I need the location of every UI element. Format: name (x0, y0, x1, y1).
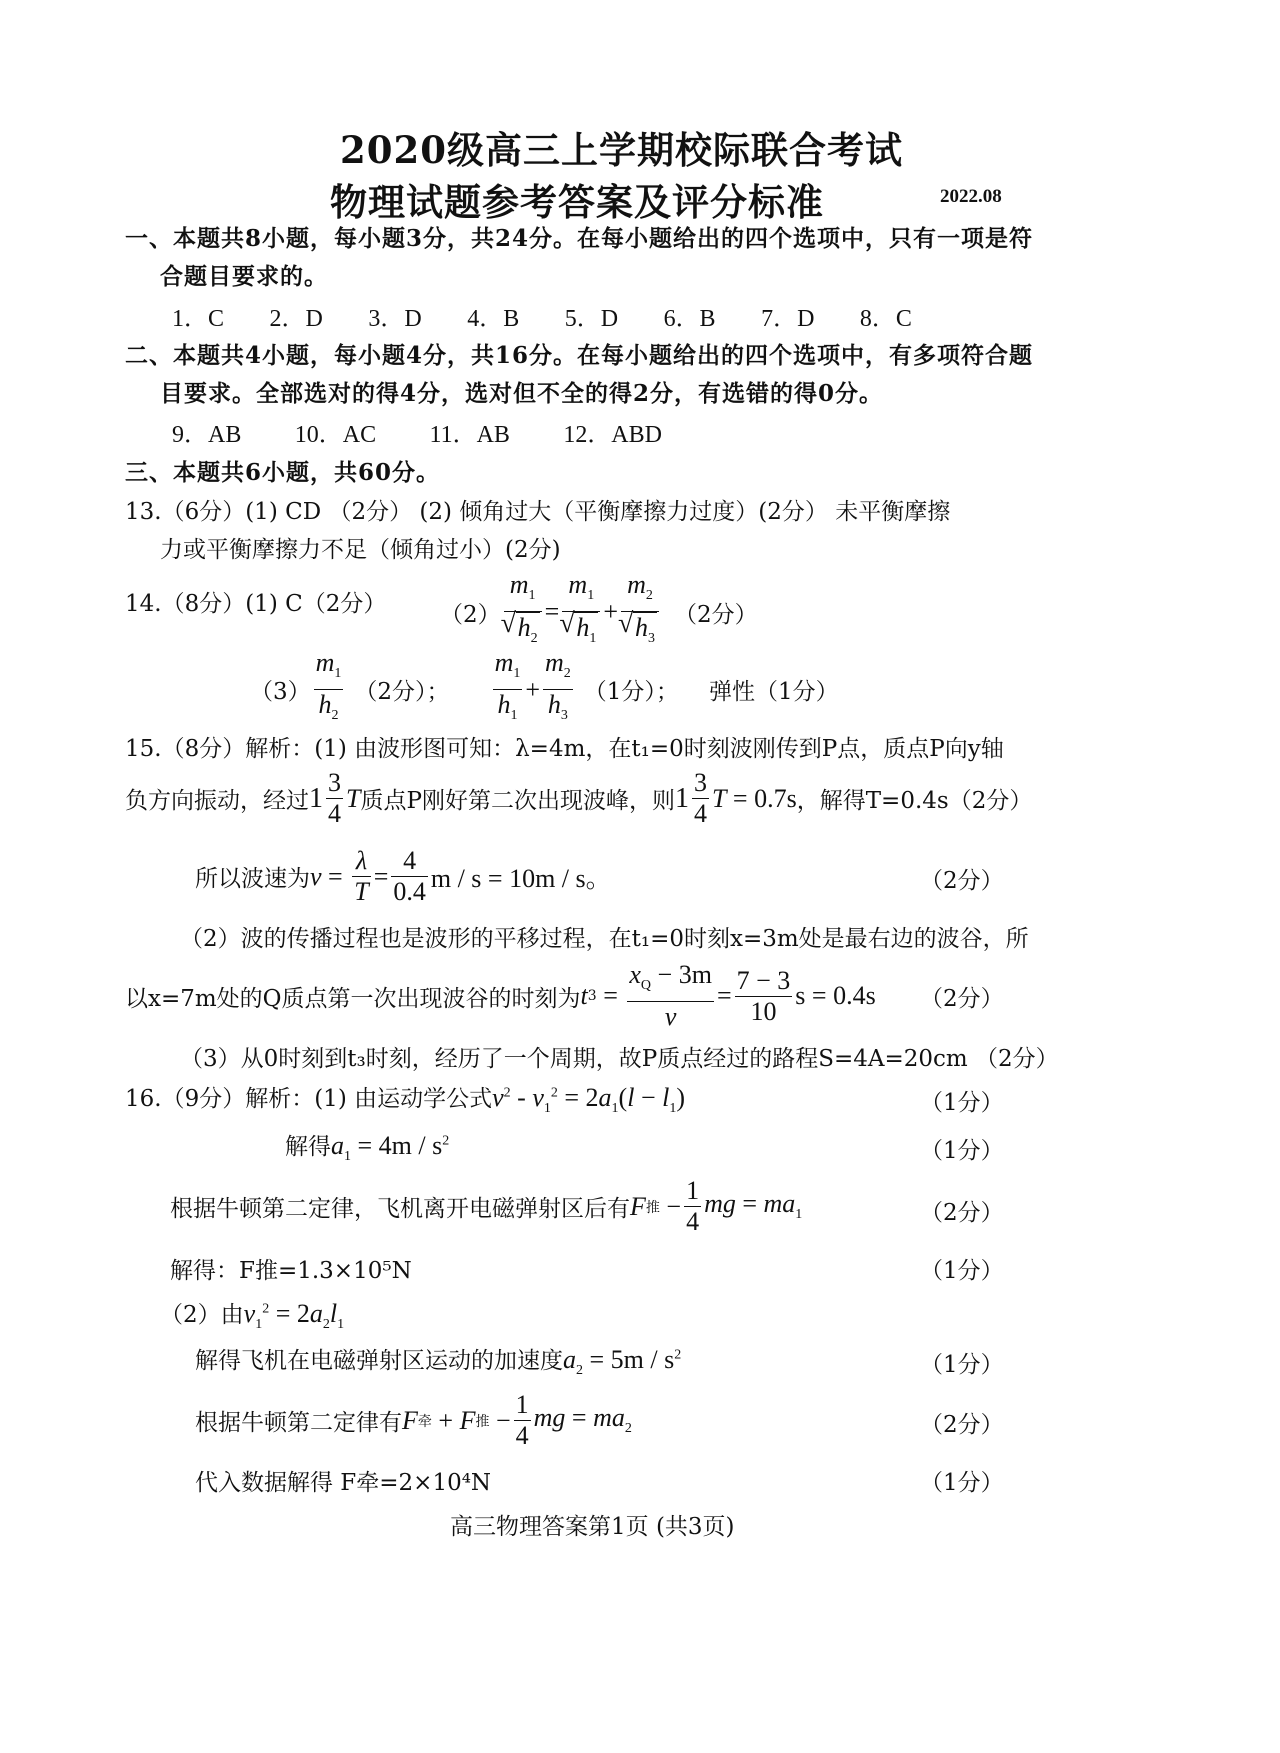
section2-heading-line2: 目要求。全部选对的得4分，选对但不全的得2分，有选错的得0分。 (160, 380, 884, 407)
q16-line7: 根据牛顿第二定律有 F 牵 + F 推 − $\frac{1}{4}$ mg = $ma_2$ (195, 1390, 632, 1450)
fraction: $\frac{x_Q - 3m}{v}$ (629, 960, 712, 1032)
q14-part2-formula: （2） $m_1$ √ $h_2$ = $m_1$ √ $h_1$ + $m_2$ √ $h_3$ （2分） (440, 570, 758, 654)
q16-line8: 代入数据解得 F牵=2×10⁴N (195, 1470, 492, 1496)
fraction: $\frac{\lambda}{T}$ (354, 846, 369, 906)
q15-line1: 15.（8分）解析：(1) 由波形图可知：λ=4m，在t₁=0时刻波刚传到P点，质点P向y轴 (125, 736, 1004, 762)
q15-line2: 负方向振动，经过 1 $\frac{3}{4}$ T 质点P刚好第二次出现波峰，则 1 $\frac{3}{4}$ T = 0.7s ，解得T=0.4s（2分） (125, 768, 1033, 828)
exam-date: 2022.08 (940, 186, 1002, 207)
q16-line1: 16.（9分）解析：(1) 由运动学公式 $v^2 - v_1^2 = 2a_1(l - l_1)$ (125, 1083, 686, 1117)
answer-9: 9．AB (172, 422, 242, 448)
q14-part1: 14.（8分）(1) C（2分） (125, 591, 387, 617)
answer-4: 4．B (467, 306, 520, 332)
fraction: $\frac{1}{4}$ (686, 1176, 700, 1236)
q16-score1: （1分） (920, 1090, 1004, 1116)
answer-8: 8．C (859, 306, 912, 332)
q16-line5: （2）由 $v_1^2 = 2a_2l_1$ (160, 1299, 345, 1333)
q16-score7: （2分） (920, 1412, 1004, 1438)
q13-line2: 力或平衡摩擦力不足（倾角过小）(2分) (160, 537, 561, 563)
q16-line2: 解得 $a_1 = 4m / s^2$ (285, 1131, 450, 1165)
answer-3: 3．D (368, 306, 422, 332)
fraction: $\frac{m_1}{h_1}$ (494, 648, 521, 724)
q15-line3: 所以波速为 v = $\frac{\lambda}{T}$ = $\frac{4}{0.4}$ m / s = 10m / s。 (195, 846, 612, 906)
q15-score5: （2分） (920, 986, 1004, 1012)
answer-10: 10．AC (294, 422, 377, 448)
section1-heading-line2: 合题目要求的。 (160, 263, 328, 290)
q13-line1: 13.（6分）(1) CD （2分） (2) 倾角过大（平衡摩擦力过度）(2分） 未平衡摩擦 (125, 499, 951, 525)
answer-12: 12．ABD (563, 422, 662, 448)
q16-score8: （1分） (920, 1470, 1004, 1496)
section3-heading: 三、本题共6小题，共60分。 (125, 459, 441, 486)
answer-7: 7．D (761, 306, 815, 332)
section2-heading-line1: 二、本题共4小题，每小题4分，共16分。在每小题给出的四个选项中，有多项符合题 (125, 342, 1034, 369)
answer-11: 11．AB (429, 422, 510, 448)
q16-line4: 解得：F推=1.3×10⁵N (170, 1258, 412, 1284)
title-line-1: 2020级高三上学期校际联合考试 (340, 128, 903, 172)
q15-line6: （3）从0时刻到t₃时刻，经历了一个周期，故P质点经过的路程S=4A=20cm （2分） (180, 1046, 1059, 1072)
page-footer: 高三物理答案第1页 (共3页) (450, 1514, 735, 1540)
fraction: $m_1$ √ $h_2$ (504, 570, 542, 654)
section2-answer-list (172, 414, 662, 449)
q16-line3: 根据牛顿第二定律，飞机离开电磁弹射区后有 F 推 − $\frac{1}{4}$ mg = $ma_1$ (170, 1176, 803, 1236)
q16-score6: （1分） (920, 1352, 1004, 1378)
q14-part3-formula: （3） $\frac{m_1}{h_2}$ （2分）； $\frac{m_1}{h_1}$ + $\frac{m_2}{h_3}$ （1分）； 弹性（1分） (250, 648, 839, 731)
answer-5: 5．D (564, 306, 619, 332)
section1-heading-line1: 一、本题共8小题，每小题3分，共24分。在每小题给出的四个选项中，只有一项是符 (125, 225, 1034, 252)
fraction: $m_2$ √ $h_3$ (621, 570, 659, 654)
answer-2: 2．D (269, 306, 323, 332)
q16-score2: （1分） (920, 1138, 1004, 1164)
fraction: $\frac{m_2}{h_3}$ (545, 648, 571, 724)
q15-line4: （2）波的传播过程也是波形的平移过程，在t₁=0时刻x=3m处是最右边的波谷，所 (180, 926, 1029, 952)
q16-score4: （1分） (920, 1258, 1004, 1284)
q16-score3: （2分） (920, 1200, 1004, 1226)
q15-line5: 以x=7m处的Q质点第一次出现波谷的时刻为 t 3 = $\frac{x_Q - 3m}{v}$ = $\frac{7 - 3}{10}$ s = 0.4s (125, 960, 876, 1032)
answer-6: 6．B (663, 306, 716, 332)
fraction: $\frac{3}{4}$ (693, 768, 707, 828)
fraction: $\frac{4}{0.4}$ (393, 846, 426, 906)
q16-line6: 解得飞机在电磁弹射区运动的加速度 $a_2 = 5m / s^2$ (195, 1345, 682, 1379)
q15-score3: （2分） (920, 868, 1004, 894)
fraction: $\frac{1}{4}$ (515, 1390, 529, 1450)
fraction: $m_1$ √ $h_1$ (562, 570, 600, 654)
section1-answer-list (172, 298, 912, 333)
title-line-2: 物理试题参考答案及评分标准 (330, 180, 824, 224)
fraction: $\frac{m_1}{h_2}$ (315, 648, 342, 724)
fraction: $\frac{7 - 3}{10}$ (736, 965, 791, 1026)
fraction: $\frac{3}{4}$ (328, 768, 341, 828)
answer-1: 1．C (172, 306, 225, 332)
